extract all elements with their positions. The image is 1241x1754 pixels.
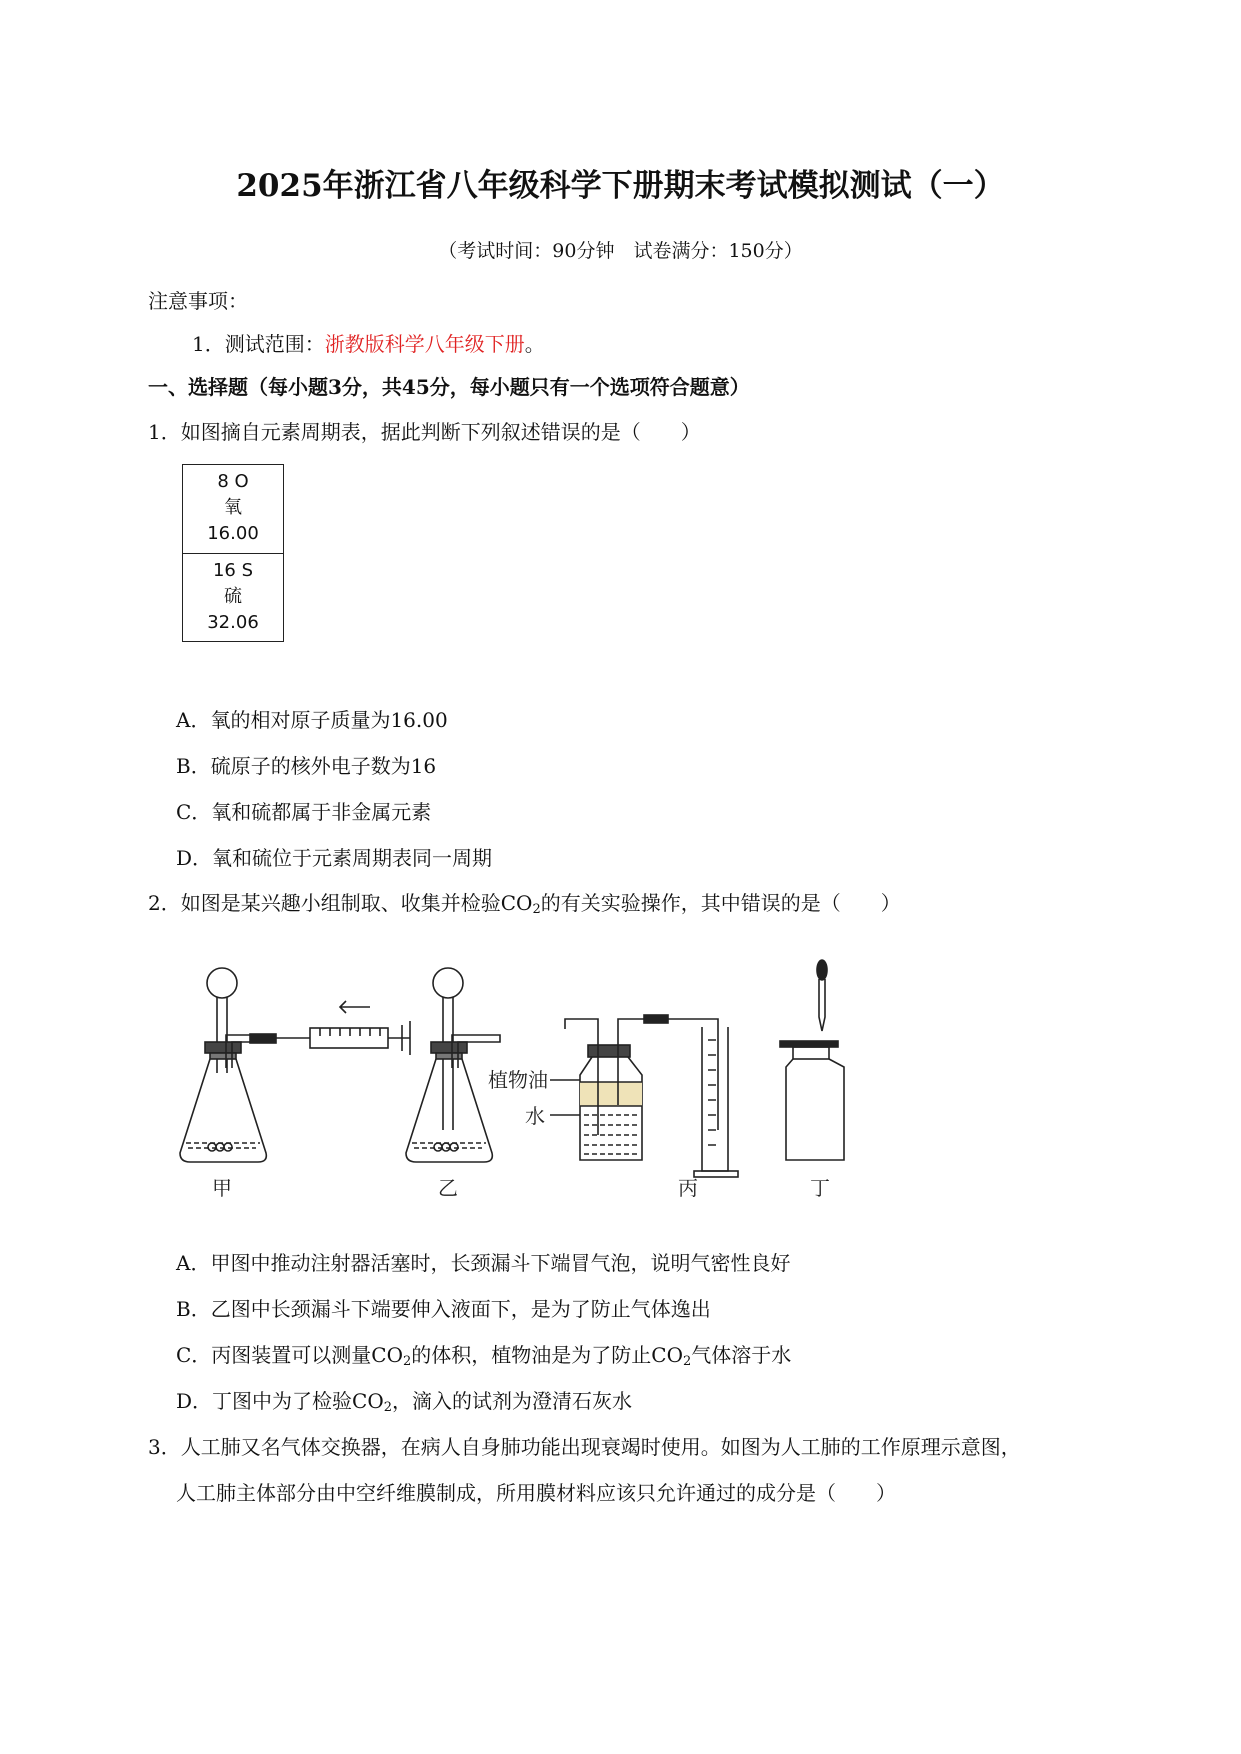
label-yi: 乙: [438, 1176, 458, 1200]
q2-stem: [148, 887, 901, 917]
element-cell-oxygen: [183, 465, 283, 553]
apparatus-yi: [406, 968, 500, 1162]
element-cell-sulfur: [183, 553, 283, 641]
q2-option-a: A．甲图中推动注射器活塞时，长颈漏斗下端冒气泡，说明气密性良好: [176, 1251, 791, 1275]
q2-option-c-part-c: 气体溶于水: [691, 1343, 792, 1367]
sulfur-mass: 32.06: [207, 612, 259, 633]
apparatus-bing: [550, 1015, 738, 1177]
notice-item-1-prefix: 1．测试范围：: [192, 332, 325, 356]
q3-stem-line-1: 3．人工肺又名气体交换器，在病人自身肺功能出现衰竭时使用。如图为人工肺的工作原理示意图，: [148, 1435, 1021, 1459]
label-water: 水: [525, 1104, 545, 1128]
co2-experiment-diagram: [170, 955, 970, 1205]
oxygen-number-symbol: 8 O: [217, 471, 249, 492]
q2-option-d-sub: 2: [383, 1400, 393, 1415]
q2-stem-part-a: 2．如图是某兴趣小组制取、收集并检验CO: [148, 891, 533, 915]
label-bing: 丙: [678, 1176, 698, 1200]
label-jia: 甲: [212, 1176, 232, 1200]
q2-option-d: [176, 1385, 632, 1415]
q2-option-c: [176, 1339, 791, 1369]
oxygen-mass: 16.00: [207, 523, 259, 544]
q2-stem-part-b: 的有关实验操作，其中错误的是（ ）: [540, 891, 901, 915]
q2-option-d-part-a: D．丁图中为了检验CO: [176, 1389, 384, 1413]
apparatus-ding: [780, 960, 844, 1160]
q2-option-c-part-a: C．丙图装置可以测量CO: [176, 1343, 404, 1367]
section-1-heading: 一、选择题（每小题3分，共45分，每小题只有一个选项符合题意）: [148, 375, 750, 399]
q2-option-c-sub-2: 2: [683, 1354, 692, 1369]
q1-stem: 1．如图摘自元素周期表，据此判断下列叙述错误的是（ ）: [148, 420, 701, 444]
q1-option-a: A．氧的相对原子质量为16.00: [176, 708, 448, 732]
q1-option-d: D．氧和硫位于元素周期表同一周期: [176, 846, 493, 870]
label-ding: 丁: [810, 1176, 830, 1200]
q2-stem-subscript: 2: [532, 902, 541, 917]
q2-option-c-sub-1: 2: [403, 1354, 412, 1369]
q3-stem-line-2: 人工肺主体部分由中空纤维膜制成，所用膜材料应该只允许通过的成分是（ ）: [176, 1481, 896, 1505]
sulfur-name: 硫: [224, 586, 242, 607]
exam-info: （考试时间：90分钟 试卷满分：150分）: [438, 240, 803, 262]
apparatus-jia: [180, 968, 410, 1162]
notice-heading: 注意事项：: [148, 289, 248, 313]
notice-item-1-suffix: 。: [524, 332, 545, 356]
q1-option-c: C．氧和硫都属于非金属元素: [176, 800, 432, 824]
page-title: 2025年浙江省八年级科学下册期末考试模拟测试（一）: [236, 168, 1005, 204]
notice-item-1: [192, 328, 545, 357]
label-vegetable-oil: 植物油: [488, 1068, 548, 1092]
oxygen-name: 氧: [224, 497, 242, 518]
q1-option-b: B．硫原子的核外电子数为16: [176, 754, 437, 778]
periodic-table-excerpt: [182, 464, 284, 642]
sulfur-number-symbol: 16 S: [212, 560, 254, 581]
q2-option-d-part-b: ，滴入的试剂为澄清石灰水: [392, 1389, 633, 1413]
q2-option-b: B．乙图中长颈漏斗下端要伸入液面下，是为了防止气体逸出: [176, 1297, 711, 1321]
test-scope: 浙教版科学八年级下册: [324, 332, 525, 356]
q2-option-c-part-b: 的体积，植物油是为了防止CO: [411, 1343, 683, 1367]
